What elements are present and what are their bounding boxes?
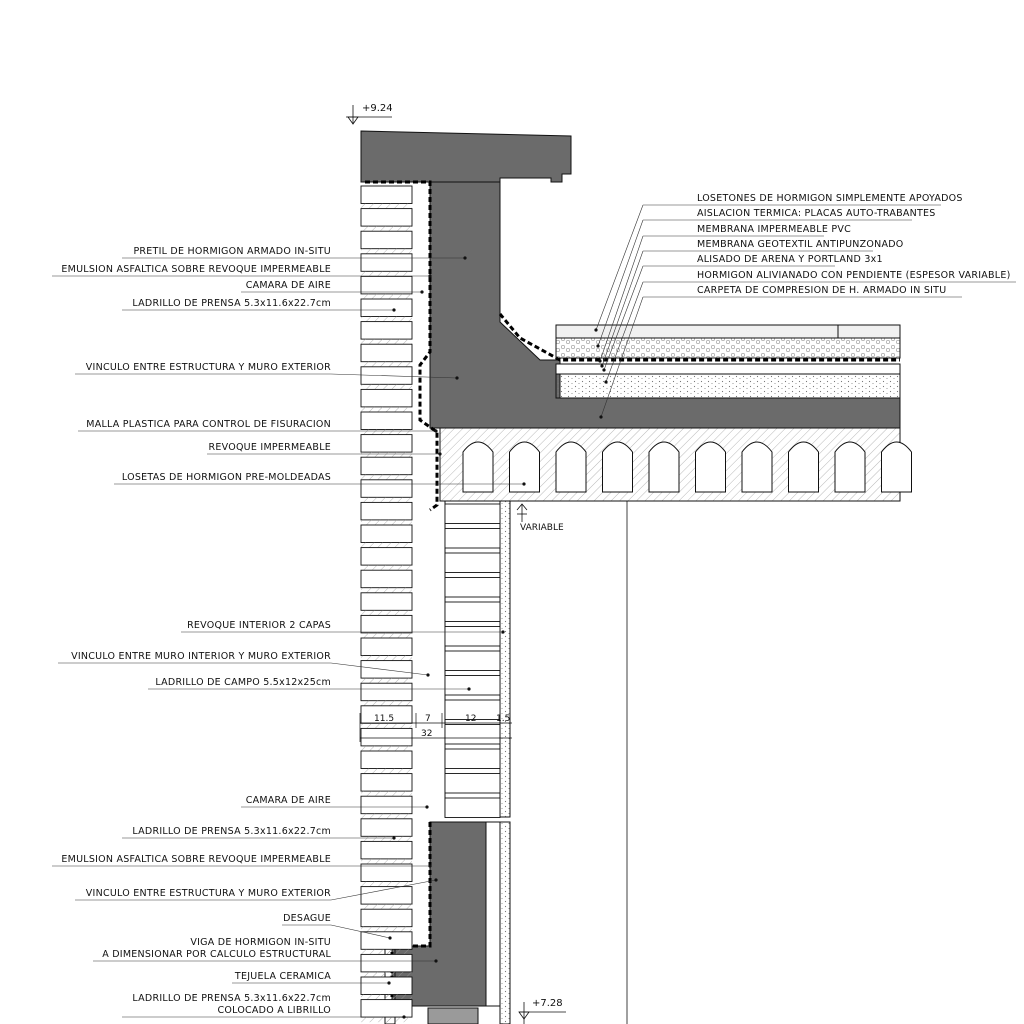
svg-text:LOSETONES DE HORMIGON SIMPLEME: LOSETONES DE HORMIGON SIMPLEMENTE APOYADOS: [697, 193, 963, 204]
mortar-joint: [361, 723, 412, 728]
outer-brick: [361, 615, 412, 633]
outer-brick-leaf: [361, 186, 412, 1022]
slab-void: [463, 442, 493, 492]
slab-void: [603, 442, 633, 492]
svg-text:VINCULO ENTRE MURO INTERIOR Y: VINCULO ENTRE MURO INTERIOR Y MURO EXTERIOR: [71, 651, 331, 662]
mortar-joint: [361, 814, 412, 819]
svg-text:LADRILLO DE PRENSA 5.3x11.6x22: LADRILLO DE PRENSA 5.3x11.6x22.7cm: [132, 298, 331, 309]
svg-text:CAMARA DE AIRE: CAMARA DE AIRE: [245, 280, 331, 291]
outer-brick: [361, 864, 412, 882]
outer-brick: [361, 570, 412, 588]
slab-void: [882, 442, 912, 492]
svg-text:CARPETA DE COMPRESION DE H. AR: CARPETA DE COMPRESION DE H. ARMADO IN SITU: [697, 285, 947, 296]
mortar-joint: [361, 226, 412, 231]
outer-brick: [361, 412, 412, 430]
svg-text:ALISADO DE ARENA Y PORTLAND 3x: ALISADO DE ARENA Y PORTLAND 3x1: [697, 254, 883, 265]
mortar-joint: [361, 204, 412, 209]
level-marker-bottom: [519, 998, 566, 1024]
mortar-joint: [361, 656, 412, 661]
inner-brick: [445, 676, 500, 696]
svg-text:LADRILLO DE PRENSA 5.3x11.6x22: LADRILLO DE PRENSA 5.3x11.6x22.7cm: [132, 826, 331, 837]
outer-brick: [361, 1000, 412, 1018]
mortar-joint: [361, 430, 412, 435]
roof-tiles: [556, 325, 900, 338]
svg-text:EMULSION ASFALTICA SOBRE REVOQ: EMULSION ASFALTICA SOBRE REVOQUE IMPERMEABLE: [61, 854, 331, 865]
level-marker-top: [346, 103, 393, 124]
svg-text:VINCULO ENTRE ESTRUCTURA Y MUR: VINCULO ENTRE ESTRUCTURA Y MURO EXTERIOR: [85, 888, 331, 899]
outer-brick: [361, 728, 412, 746]
level-bottom-text: +7.28: [532, 998, 563, 1009]
outer-brick: [361, 502, 412, 520]
slab-void: [789, 442, 819, 492]
mortar-joint: [361, 249, 412, 254]
outer-brick: [361, 638, 412, 656]
mortar-joint: [361, 384, 412, 389]
wall-label-1: [122, 246, 467, 260]
dim-inner: 12: [465, 714, 477, 724]
mortar-joint: [361, 836, 412, 841]
svg-text:REVOQUE IMPERMEABLE: REVOQUE IMPERMEABLE: [208, 442, 331, 453]
inner-brick: [445, 627, 500, 647]
mortar-joint: [361, 588, 412, 593]
slab-void: [696, 442, 726, 492]
inner-brick: [445, 798, 500, 818]
outer-brick: [361, 751, 412, 769]
mortar-joint: [361, 678, 412, 683]
inner-brick: [445, 749, 500, 769]
outer-brick: [361, 457, 412, 475]
inner-brick: [445, 578, 500, 598]
roof-screed: [556, 364, 900, 374]
svg-text:LADRILLO DE CAMPO 5.5x12x25cm: LADRILLO DE CAMPO 5.5x12x25cm: [155, 677, 331, 688]
mortar-joint: [361, 294, 412, 299]
outer-brick: [361, 389, 412, 407]
svg-text:LOSETAS DE HORMIGON PRE-MOLDEA: LOSETAS DE HORMIGON PRE-MOLDEADAS: [121, 472, 331, 483]
wall-label-4: [122, 298, 396, 312]
svg-text:MALLA PLASTICA PARA CONTROL DE: MALLA PLASTICA PARA CONTROL DE FISURACION: [86, 419, 331, 430]
outer-brick: [361, 841, 412, 859]
slab-void: [742, 442, 772, 492]
mortar-joint: [361, 791, 412, 796]
level-top-text: +9.24: [362, 103, 393, 114]
inner-brick: [445, 504, 500, 524]
outer-brick: [361, 254, 412, 271]
inner-brick: [445, 553, 500, 573]
mortar-joint: [361, 543, 412, 548]
outer-brick: [361, 480, 412, 498]
outer-brick: [361, 932, 412, 950]
outer-brick: [361, 683, 412, 701]
outer-brick: [361, 977, 412, 995]
inner-brick: [445, 651, 500, 671]
mortar-joint: [361, 904, 412, 909]
inner-brick: [445, 774, 500, 794]
parapet-coping: [361, 131, 571, 182]
mortar-joint: [361, 497, 412, 502]
mortar-joint: [361, 452, 412, 457]
dim-cavity: 7: [425, 714, 431, 724]
mortar-joint: [361, 746, 412, 751]
svg-text:VINCULO ENTRE ESTRUCTURA Y MUR: VINCULO ENTRE ESTRUCTURA Y MURO EXTERIOR: [85, 362, 331, 373]
roof-insulation: [556, 338, 900, 358]
svg-text:MEMBRANA GEOTEXTIL ANTIPUNZONA: MEMBRANA GEOTEXTIL ANTIPUNZONADO: [697, 239, 904, 250]
svg-text:VIGA DE HORMIGON IN-SITU: VIGA DE HORMIGON IN-SITU: [190, 937, 331, 948]
mortar-joint: [361, 565, 412, 570]
svg-text:MEMBRANA IMPERMEABLE PVC: MEMBRANA IMPERMEABLE PVC: [697, 224, 851, 235]
outer-brick: [361, 819, 412, 837]
mortar-joint: [361, 317, 412, 322]
svg-text:LADRILLO DE PRENSA 5.3x11.6x22: LADRILLO DE PRENSA 5.3x11.6x22.7cm: [132, 993, 331, 1004]
svg-text:EMULSION ASFALTICA SOBRE REVOQ: EMULSION ASFALTICA SOBRE REVOQUE IMPERMEABLE: [61, 264, 331, 275]
svg-text:TEJUELA CERAMICA: TEJUELA CERAMICA: [234, 971, 331, 982]
outer-brick: [361, 231, 412, 249]
dim-brick: 11.5: [374, 714, 395, 724]
outer-brick: [361, 525, 412, 543]
variable-text: VARIABLE: [520, 523, 564, 533]
wall-label-11: [148, 677, 471, 691]
svg-text:HORMIGON ALIVIANADO CON PENDIE: HORMIGON ALIVIANADO CON PENDIENTE (ESPESOR VARIABLE): [697, 270, 1011, 281]
mortar-joint: [361, 339, 412, 344]
mortar-joint: [361, 362, 412, 367]
mortar-joint: [361, 271, 412, 276]
outer-brick: [361, 299, 412, 317]
outer-brick: [361, 435, 412, 453]
svg-text:DESAGUE: DESAGUE: [283, 913, 331, 924]
outer-brick: [361, 954, 412, 972]
mortar-joint: [361, 769, 412, 774]
mortar-joint: [361, 995, 412, 1000]
inner-brick: [445, 529, 500, 549]
outer-brick: [361, 322, 412, 340]
outer-brick: [361, 593, 412, 611]
dim-total: 32: [421, 729, 433, 739]
slab-void: [649, 442, 679, 492]
mortar-joint: [361, 972, 412, 977]
svg-text:PRETIL DE HORMIGON ARMADO IN-S: PRETIL DE HORMIGON ARMADO IN-SITU: [133, 246, 331, 257]
outer-brick: [361, 661, 412, 679]
slab-void: [556, 442, 586, 492]
mortar-joint: [361, 927, 412, 932]
outer-brick: [361, 909, 412, 927]
outer-brick: [361, 344, 412, 362]
variable-marker: [517, 504, 564, 533]
wall-label-13: [122, 826, 396, 840]
svg-text:CAMARA DE AIRE: CAMARA DE AIRE: [245, 795, 331, 806]
mortar-joint: [361, 520, 412, 525]
outer-brick: [361, 186, 412, 204]
mortar-joint: [361, 633, 412, 638]
mortar-joint: [361, 859, 412, 864]
mortar-joint: [361, 949, 412, 954]
outer-brick: [361, 276, 412, 294]
inner-plaster: [500, 501, 510, 817]
mortar-joint: [361, 475, 412, 480]
mortar-joint: [361, 701, 412, 706]
mortar-joint: [361, 407, 412, 412]
inner-brick: [445, 725, 500, 745]
svg-text:AISLACION TERMICA: PLACAS AUTO: AISLACION TERMICA: PLACAS AUTO-TRABANTES: [697, 208, 936, 219]
mortar-joint: [361, 610, 412, 615]
svg-text:COLOCADO A LIBRILLO: COLOCADO A LIBRILLO: [217, 1005, 331, 1016]
svg-text:A DIMENSIONAR POR CALCULO ESTR: A DIMENSIONAR POR CALCULO ESTRUCTURAL: [102, 949, 331, 960]
outer-brick: [361, 548, 412, 566]
outer-brick: [361, 774, 412, 792]
outer-brick: [361, 209, 412, 227]
svg-text:REVOQUE INTERIOR 2 CAPAS: REVOQUE INTERIOR 2 CAPAS: [187, 620, 331, 631]
dim-plaster: 1.5: [496, 714, 511, 724]
inner-brick: [445, 602, 500, 622]
slab-void: [835, 442, 865, 492]
outer-brick: [361, 796, 412, 814]
